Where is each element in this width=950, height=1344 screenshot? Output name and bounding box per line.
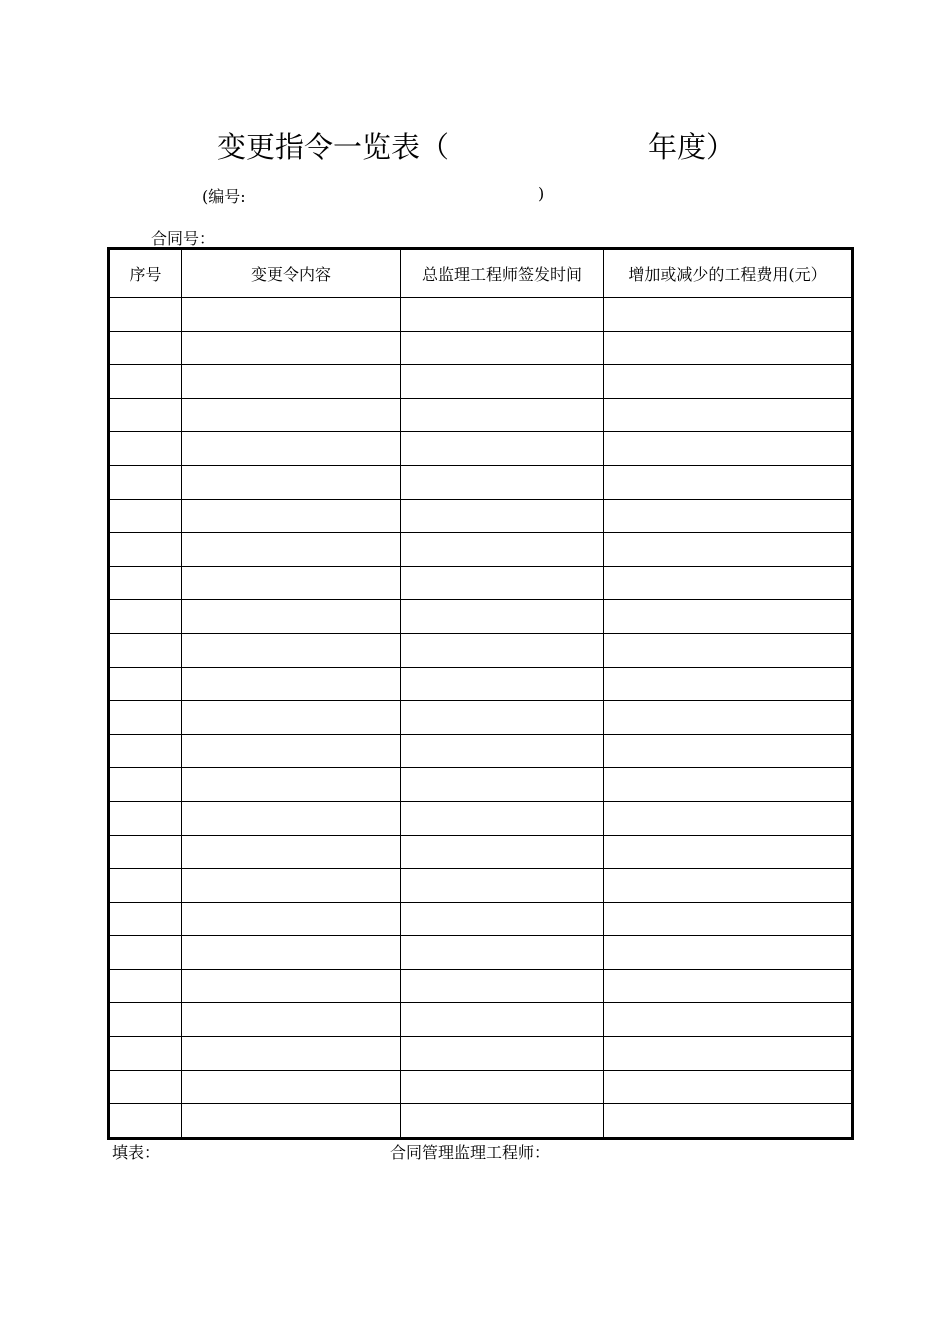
table-row <box>109 768 853 802</box>
title-right: 年度） <box>648 130 736 164</box>
table-row <box>109 801 853 835</box>
table-body <box>109 298 853 1139</box>
table-cell[interactable] <box>109 633 182 667</box>
table-cell[interactable] <box>401 533 604 567</box>
table-cell[interactable] <box>401 633 604 667</box>
table-cell[interactable] <box>604 331 853 365</box>
serial-label: (编号: <box>202 187 246 206</box>
table-cell[interactable] <box>604 633 853 667</box>
header-serial-no: 序号 <box>109 249 182 298</box>
table-cell[interactable] <box>182 801 401 835</box>
table-cell[interactable] <box>604 1104 853 1139</box>
table-cell[interactable] <box>109 600 182 634</box>
table-row <box>109 465 853 499</box>
table-cell[interactable] <box>401 1003 604 1037</box>
table-cell[interactable] <box>604 432 853 466</box>
table-cell[interactable] <box>604 499 853 533</box>
table-cell[interactable] <box>182 465 401 499</box>
table-cell[interactable] <box>604 835 853 869</box>
table-cell[interactable] <box>604 869 853 903</box>
table-row <box>109 499 853 533</box>
table-cell[interactable] <box>182 667 401 701</box>
table-cell[interactable] <box>109 398 182 432</box>
table-cell[interactable] <box>182 969 401 1003</box>
table-cell[interactable] <box>401 936 604 970</box>
header-issue-time: 总监理工程师签发时间 <box>401 249 604 298</box>
table-row <box>109 566 853 600</box>
table-row <box>109 298 853 332</box>
table-cell[interactable] <box>604 801 853 835</box>
table-cell[interactable] <box>604 768 853 802</box>
table-cell[interactable] <box>109 734 182 768</box>
table-row <box>109 1104 853 1139</box>
table-cell[interactable] <box>182 533 401 567</box>
table-cell[interactable] <box>182 1037 401 1071</box>
table-cell[interactable] <box>604 667 853 701</box>
table-cell[interactable] <box>182 600 401 634</box>
table-cell[interactable] <box>109 465 182 499</box>
table-cell[interactable] <box>604 298 853 332</box>
table-cell[interactable] <box>182 499 401 533</box>
table-row <box>109 600 853 634</box>
table-row <box>109 936 853 970</box>
table-cell[interactable] <box>401 398 604 432</box>
fill-by-label: 填表： <box>112 1143 161 1162</box>
table-cell[interactable] <box>182 768 401 802</box>
page-title <box>0 125 950 169</box>
table-cell[interactable] <box>604 566 853 600</box>
table-cell[interactable] <box>604 533 853 567</box>
table-cell[interactable] <box>401 432 604 466</box>
table-cell[interactable] <box>401 331 604 365</box>
header-change-content: 变更令内容 <box>182 249 401 298</box>
table-row <box>109 902 853 936</box>
table-cell[interactable] <box>109 432 182 466</box>
table-cell[interactable] <box>401 701 604 735</box>
table-cell[interactable] <box>401 1037 604 1071</box>
table-cell[interactable] <box>401 835 604 869</box>
table-cell[interactable] <box>109 1104 182 1139</box>
table-row <box>109 1003 853 1037</box>
serial-number-line <box>202 184 545 207</box>
table-cell[interactable] <box>109 298 182 332</box>
table-row <box>109 331 853 365</box>
table-cell[interactable] <box>182 331 401 365</box>
table-cell[interactable] <box>109 969 182 1003</box>
contract-manager-label: 合同管理监理工程师： <box>390 1143 551 1162</box>
table-cell[interactable] <box>109 566 182 600</box>
table-cell[interactable] <box>109 533 182 567</box>
table-cell[interactable] <box>109 835 182 869</box>
table-cell[interactable] <box>401 365 604 399</box>
table-cell[interactable] <box>401 801 604 835</box>
table-cell[interactable] <box>401 1104 604 1139</box>
table-cell[interactable] <box>604 365 853 399</box>
table-cell[interactable] <box>604 1070 853 1104</box>
table-cell[interactable] <box>604 1003 853 1037</box>
table-cell[interactable] <box>182 432 401 466</box>
table-row <box>109 533 853 567</box>
table-cell[interactable] <box>182 633 401 667</box>
table-cell[interactable] <box>109 936 182 970</box>
table-cell[interactable] <box>401 465 604 499</box>
table-cell[interactable] <box>182 835 401 869</box>
table-cell[interactable] <box>182 365 401 399</box>
table-cell[interactable] <box>604 398 853 432</box>
table-header-row <box>109 249 853 298</box>
table-row <box>109 1037 853 1071</box>
table-cell[interactable] <box>182 298 401 332</box>
table-cell[interactable] <box>401 499 604 533</box>
table-row <box>109 835 853 869</box>
table-cell[interactable] <box>109 499 182 533</box>
table-cell[interactable] <box>401 566 604 600</box>
table-cell[interactable] <box>401 734 604 768</box>
header-cost-change: 增加或减少的工程费用(元） <box>604 249 853 298</box>
table-row <box>109 667 853 701</box>
table-cell[interactable] <box>401 902 604 936</box>
table-cell[interactable] <box>182 902 401 936</box>
table-row <box>109 969 853 1003</box>
table-cell[interactable] <box>182 1070 401 1104</box>
table-cell[interactable] <box>182 734 401 768</box>
table-cell[interactable] <box>604 936 853 970</box>
table-cell[interactable] <box>401 600 604 634</box>
table-cell[interactable] <box>182 869 401 903</box>
table-cell[interactable] <box>109 365 182 399</box>
table-cell[interactable] <box>604 1037 853 1071</box>
table-cell[interactable] <box>604 465 853 499</box>
table-cell[interactable] <box>109 331 182 365</box>
table-cell[interactable] <box>109 801 182 835</box>
table-cell[interactable] <box>604 969 853 1003</box>
serial-close-paren: ) <box>538 184 545 203</box>
table-row <box>109 869 853 903</box>
table-cell[interactable] <box>109 1070 182 1104</box>
table-cell[interactable] <box>182 566 401 600</box>
table-row <box>109 734 853 768</box>
table-cell[interactable] <box>604 902 853 936</box>
table-row <box>109 701 853 735</box>
table-cell[interactable] <box>109 869 182 903</box>
table-cell[interactable] <box>182 701 401 735</box>
table-cell[interactable] <box>109 1003 182 1037</box>
table-cell[interactable] <box>109 701 182 735</box>
table-cell[interactable] <box>109 768 182 802</box>
table-row <box>109 365 853 399</box>
table-row <box>109 633 853 667</box>
table-cell[interactable] <box>182 1104 401 1139</box>
table-row <box>109 398 853 432</box>
change-order-table <box>107 247 854 1140</box>
table-cell[interactable] <box>604 600 853 634</box>
table-cell[interactable] <box>604 734 853 768</box>
title-left: 变更指令一览表（ <box>217 130 450 164</box>
contract-number-label: 合同号： <box>151 229 216 248</box>
table-row <box>109 432 853 466</box>
table-cell[interactable] <box>401 298 604 332</box>
table-cell[interactable] <box>109 667 182 701</box>
table-cell[interactable] <box>401 869 604 903</box>
table-cell[interactable] <box>401 969 604 1003</box>
table-cell[interactable] <box>604 701 853 735</box>
table-cell[interactable] <box>182 1003 401 1037</box>
table-cell[interactable] <box>401 667 604 701</box>
table-cell[interactable] <box>182 936 401 970</box>
table-cell[interactable] <box>109 1037 182 1071</box>
table-cell[interactable] <box>182 398 401 432</box>
table-cell[interactable] <box>109 902 182 936</box>
table-row <box>109 1070 853 1104</box>
table-cell[interactable] <box>401 768 604 802</box>
table-cell[interactable] <box>401 1070 604 1104</box>
